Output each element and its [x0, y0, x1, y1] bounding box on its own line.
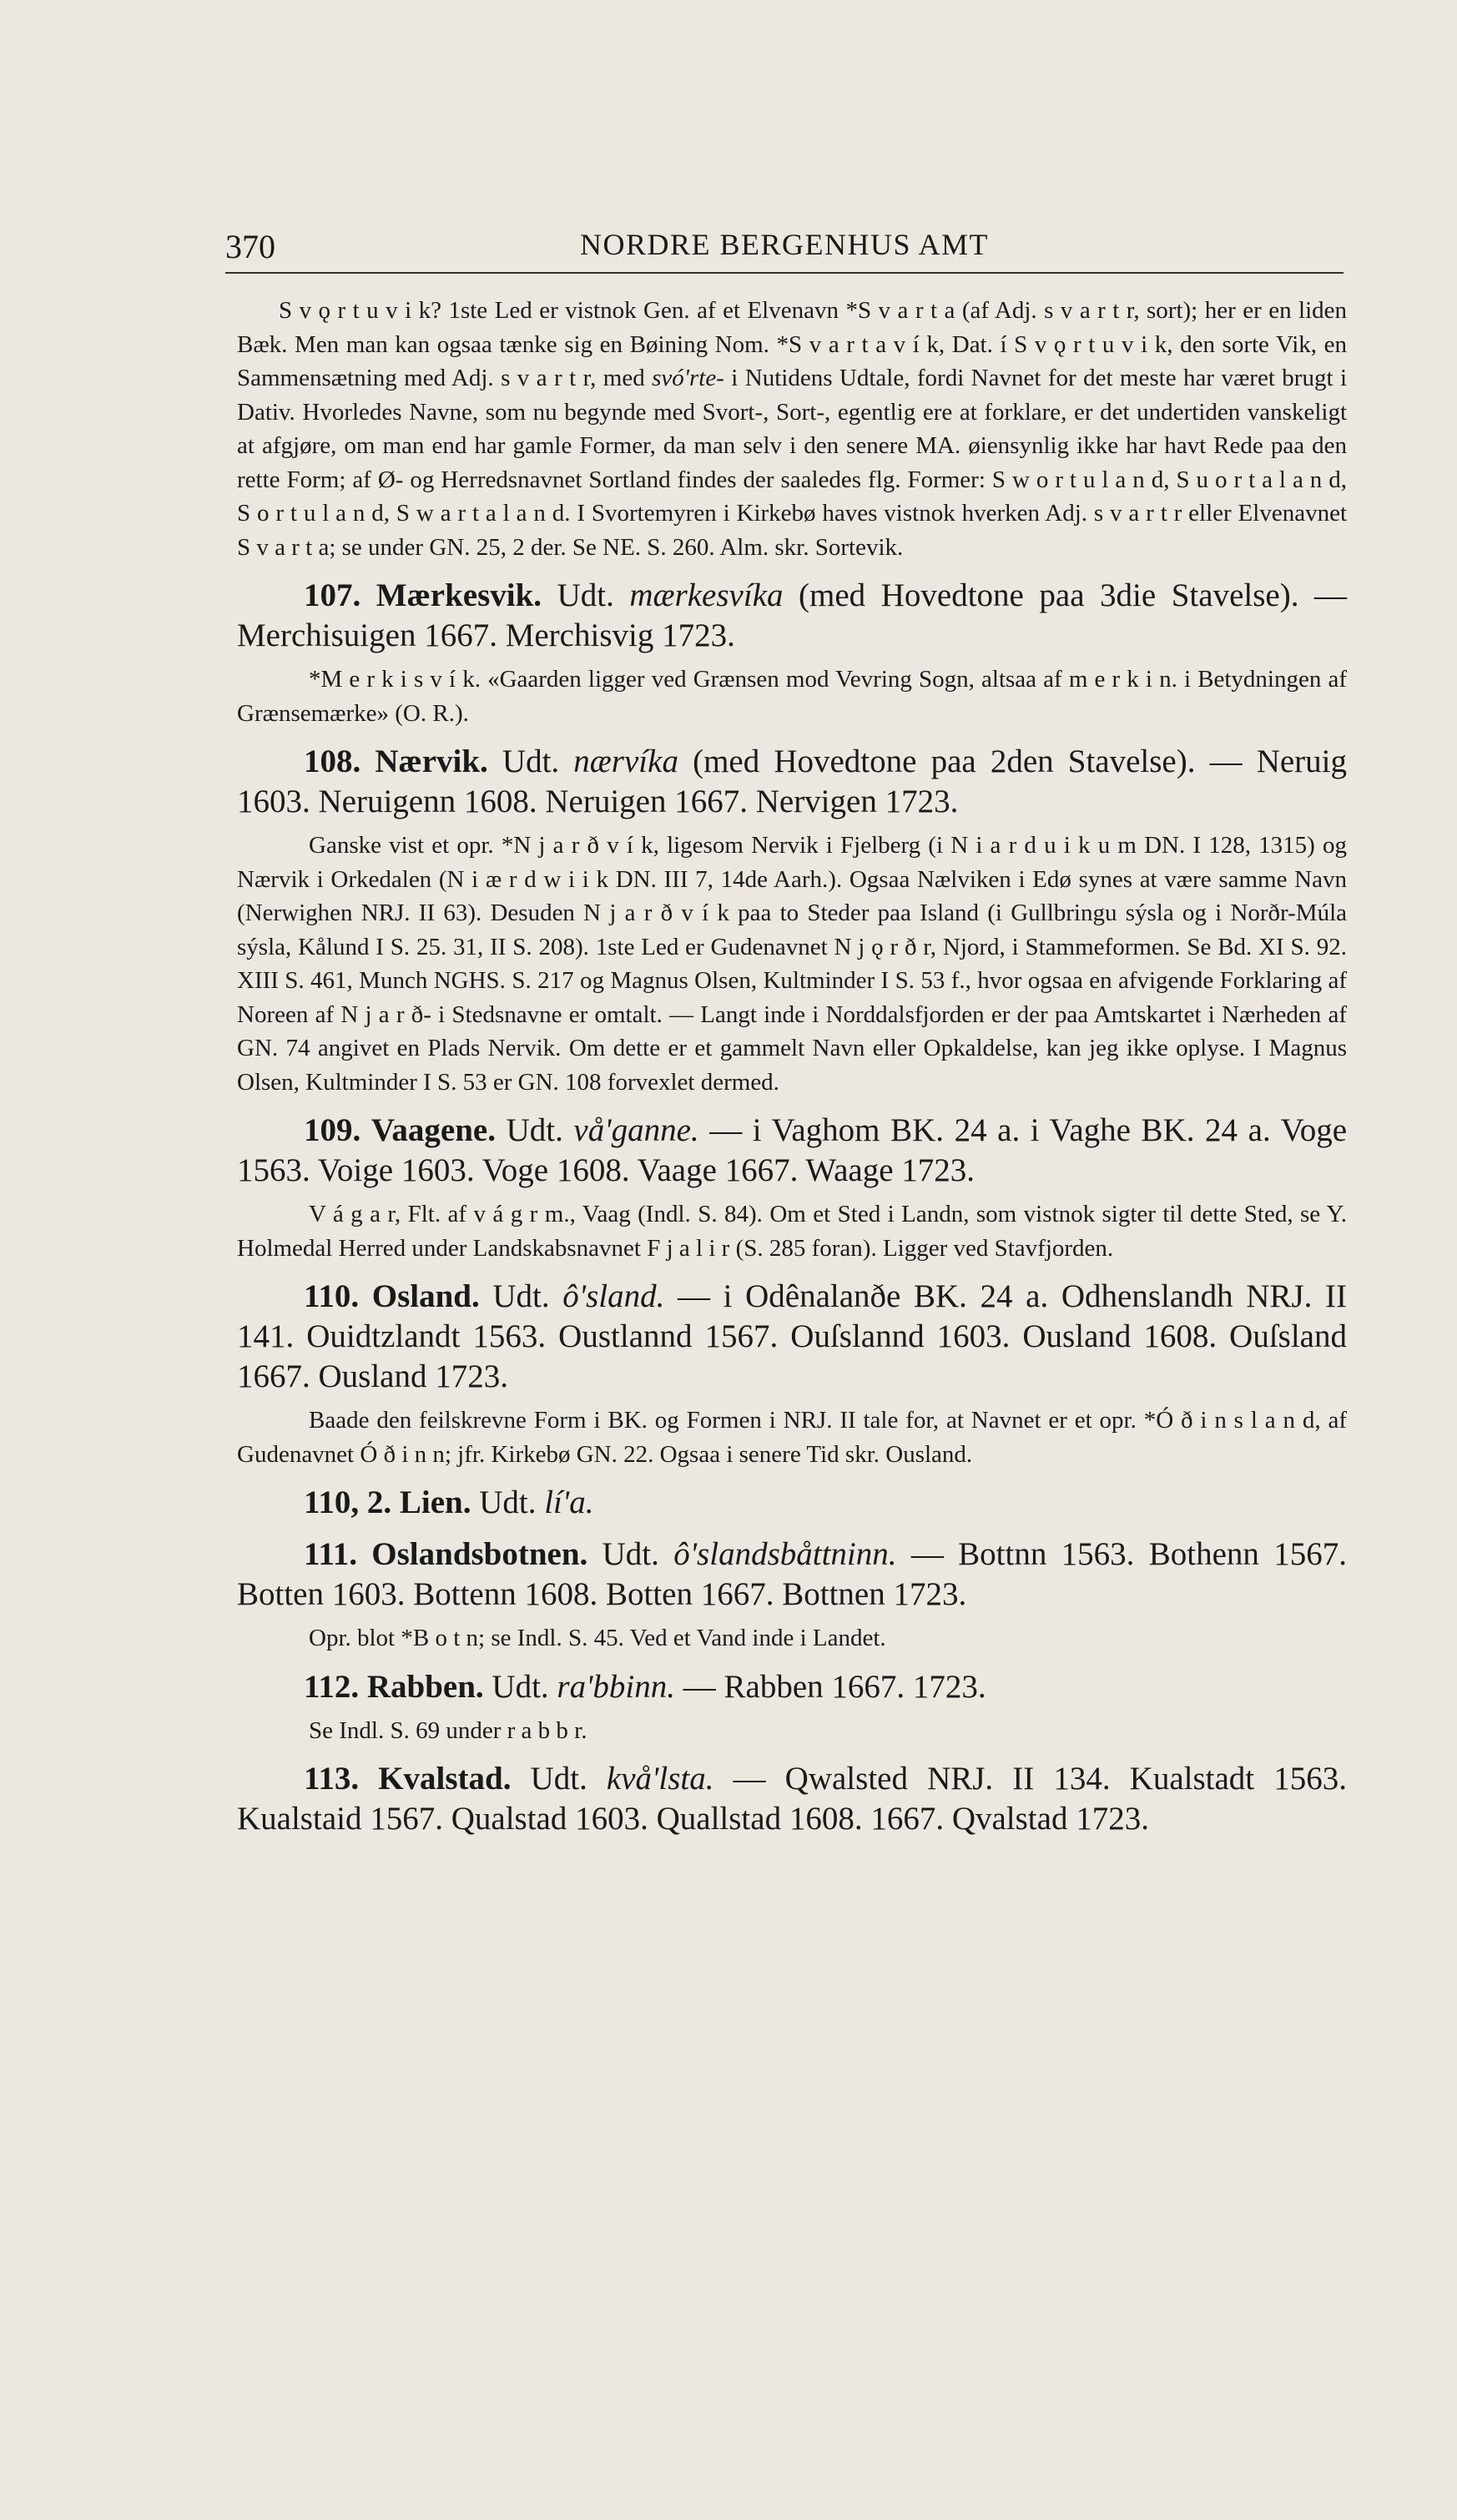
entry-109: 109. Vaagene. Udt. vå'ganne. — i Vaghom BK. 24 a. i Vaghe BK. 24 a. Voge 1563. Voige 1603. Voge 1608. Vaage 1667. Waage 1723.: [237, 1112, 1348, 1188]
entry-110-2: 110, 2. Lien. Udt. lí'a.: [304, 1484, 594, 1520]
running-title: NORDRE BERGENHUS AMT: [579, 228, 990, 261]
entry-112: 112. Rabben. Udt. ra'bbinn. — Rabben 1667. 1723.: [304, 1668, 986, 1705]
entry-112-note: Se Indl. S. 69 under r a b b r.: [309, 1716, 587, 1744]
page-header: [225, 227, 1344, 269]
entry-107: 107. Mærkesvik. Udt. mærkesvíka (med Hovedtone paa 3die Stavelse). — Merchisuigen 1667. Merchisvig 1723.: [237, 577, 1347, 653]
entry-107-note: *M e r k i s v í k. «Gaarden ligger ved Grænsen mod Vevring Sogn, altsaa af m e r k i n. i Betydningen af Grænsemærke» (O. R.).: [237, 666, 1347, 727]
entry-110: 110. Osland. Udt. ô'sland. — i Odênalanðe BK. 24 a. Odhenslandh NRJ. II 141. Ouidtzlandt 1563. Oustlannd 1567. Ouſslannd 1603. Ousland 1608. Ouſsland 1667. Ousland 1723.: [237, 1278, 1347, 1394]
entry-109-note: V á g a r, Flt. af v á g r m., Vaag (Indl. S. 84). Om et Sted i Landn, som vistnok sigter til dette Sted, se Y. Holmedal Herred under Landskabsnavnet F j a l i r (S. 285 foran). Ligger ved Stavfjorden.: [237, 1201, 1347, 1262]
entry-111-note: Opr. blot *B o t n; se Indl. S. 45. Ved et Vand inde i Landet.: [309, 1625, 886, 1651]
entry-113: 113. Kvalstad. Udt. kvå'lsta. — Qwalsted NRJ. II 134. Kualstadt 1563. Kualstaid 1567. Qualstad 1603. Quallstad 1608. 1667. Qvalstad 1723.: [237, 1761, 1347, 1837]
entry-110-note: Baade den feilskrevne Form i BK. og Formen i NRJ. II tale for, at Navnet er et opr. *Ó ð i n s l a n d, af Gudenavnet Ó ð i n n; jfr. Kirkebø GN. 22. Ogsaa i senere Tid skr. Ousland.: [237, 1407, 1348, 1468]
header-rule: [225, 272, 1344, 274]
entry-108: 108. Nærvik. Udt. nærvíka (med Hovedtone paa 2den Stavelse). — Neruig 1603. Neruigenn 1608. Neruigen 1667. Nervigen 1723.: [237, 743, 1348, 819]
page-content: [237, 294, 1347, 1839]
entry-111: 111. Oslandsbotnen. Udt. ô'slandsbåttninn. — Bottnn 1563. Bothenn 1567. Botten 1603. Bottenn 1608. Botten 1667. Bottnen 1723.: [237, 1536, 1347, 1612]
page-number: 370: [225, 228, 275, 265]
intro-paragraph: S v ǫ r t u v i k? 1ste Led er vistnok Gen. af et Elvenavn *S v a r t a (af Adj. s v a r t r, sort); her er en liden Bæk. Men man kan ogsaa tænke sig en Bøining Nom. *S v a r t a v í k, Dat. í S v ǫ r t u v i k, den sorte Vik, en Sammensætning med Adj. s v a r t r, med svó'rte- i Nutidens Udtale, fordi Navnet for det meste har været brugt i Dativ. Hvorledes Navne, som nu begynde med Svort-, Sort-, egentlig ere at forklare, er det undertiden vanskeligt at afgjøre, om man end har gamle Former, da man selv i den senere MA. øiensynlig ikke har havt Rede paa den rette Form; af Ø- og Herredsnavnet Sortland findes der saaledes flg. Former: S w o r t u l a n d, S u o r t a l a n d, S o r t u l a n d, S w a r t a l a n d. I Svortemyren i Kirkebø haves vistnok hverken Adj. s v a r t r eller Elvenavnet S v a r t a; se under GN. 25, 2 der. Se NE. S. 260. Alm. skr. Sortevik.: [237, 297, 1348, 561]
entry-108-note: Ganske vist et opr. *N j a r ð v í k, ligesom Nervik i Fjelberg (i N i a r d u i k u m DN. I 128, 1315) og Nærvik i Orkedalen (N i æ r d w i i k DN. III 7, 14de Aarh.). Ogsaa Nælviken i Edø synes at være samme Navn (Nerwighen NRJ. II 63). Desuden N j a r ð v í k paa to Steder paa Island (i Gullbringu sýsla og i Norðr-Múla sýsla, Kålund I S. 25. 31, II S. 208). 1ste Led er Gudenavnet N j ǫ r ð r, Njord, i Stammeformen. Se Bd. XI S. 92. XIII S. 461, Munch NGHS. S. 217 og Magnus Olsen, Kultminder I S. 53 f., hvor ogsaa en afvigende Forklaring af Noreen af N j a r ð- i Stedsnavne er omtalt. — Langt inde i Norddalsfjorden er der paa Amtskartet i Nærheden af GN. 74 angivet en Plads Nervik. Om dette er et gammelt Navn eller Opkaldelse, kan jeg ikke oplyse. I Magnus Olsen, Kultminder I S. 53 er GN. 108 forvexlet dermed.: [237, 832, 1348, 1096]
